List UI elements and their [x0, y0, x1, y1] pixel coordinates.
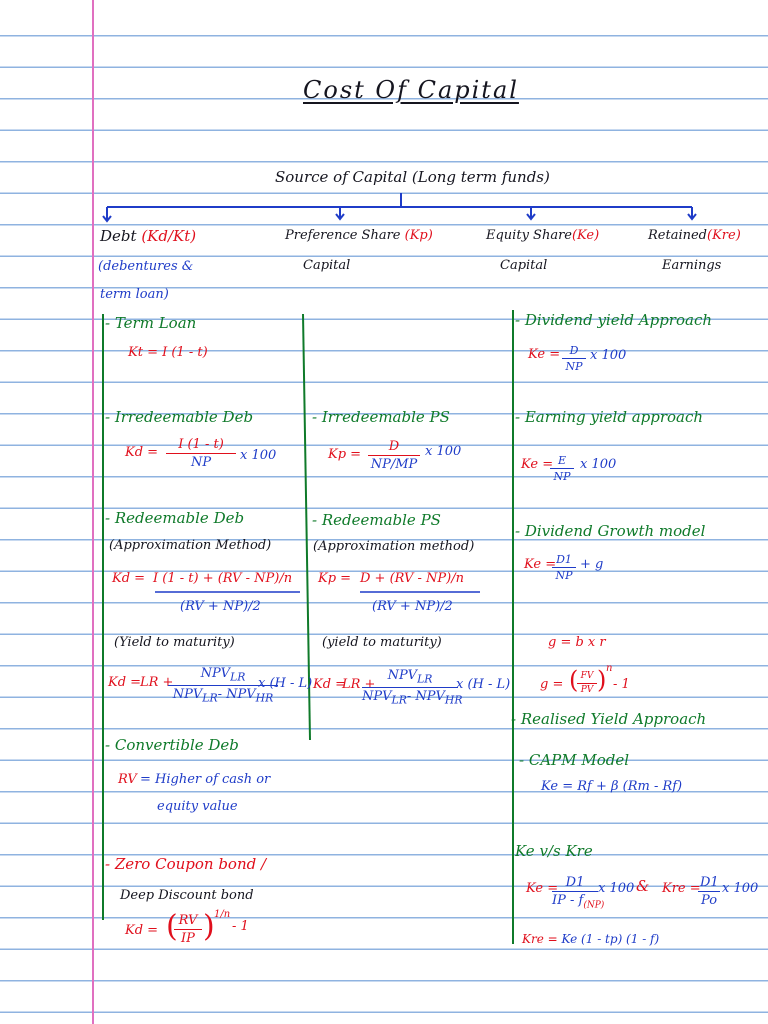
pref-irredeemable-tail: x 100 — [425, 444, 462, 459]
equity-growth-g2-tail: - 1 — [613, 677, 630, 692]
equity-vs-fraction-2 — [698, 876, 720, 907]
debt-ytm-plus: LR + — [140, 675, 174, 690]
pref-redeemable-heading: - Redeemable PS — [312, 511, 441, 529]
equity-growth-numerator: D1 — [552, 554, 576, 568]
retained-sub: Earnings — [662, 258, 722, 273]
retained-label: Retained — [648, 228, 708, 243]
equity-kre-formula: Kre = Ke (1 - tp) (1 - f) — [522, 932, 660, 946]
debt-redeemable-lhs: Kd = — [112, 571, 146, 586]
equity-dividend-yield-fraction — [562, 345, 586, 372]
debt-ytm-numerator: $NPV_{LR}$ — [168, 667, 278, 686]
debt-zero-coupon-paren-close: ) — [203, 909, 215, 944]
pref-irredeemable-heading: - Irredeemable PS — [312, 408, 450, 426]
equity-dividend-yield-heading: - Dividend yield Approach — [515, 311, 712, 329]
debt-zero-coupon-heading-2: Deep Discount bond — [120, 888, 254, 903]
equity-dividend-yield-denominator: NP — [565, 360, 583, 373]
equity-growth-g2-paren-open: ( — [569, 666, 579, 694]
pref-ytm-numerator: $NPV_{LR}$ — [362, 669, 458, 688]
equity-symbol: (Ke) — [571, 228, 600, 243]
pref-sub: Capital — [303, 258, 351, 273]
equity-growth-denominator: NP — [555, 569, 573, 582]
pref-redeemable-lhs: Kp = — [318, 571, 352, 586]
pref-irredeemable-lhs: Kp = — [328, 447, 362, 462]
debt-sub-2: term loan) — [100, 287, 169, 302]
pref-ytm-label: (yield to maturity) — [322, 635, 442, 650]
source-of-capital-label: Source of Capital (Long term funds) — [275, 168, 550, 186]
equity-growth-g2-fraction — [577, 672, 597, 695]
equity-sub: Capital — [500, 258, 548, 273]
equity-capm-heading: - CAPM Model — [519, 751, 630, 769]
pref-redeemable-method: (Approximation method) — [313, 539, 475, 554]
equity-dividend-yield-lhs: Ke = — [528, 347, 561, 362]
debt-zero-coupon-tail: - 1 — [232, 919, 249, 934]
equity-growth-fraction — [552, 554, 576, 581]
equity-vs-tail-2: x 100 — [722, 881, 759, 896]
debt-zero-coupon-paren-open: ( — [166, 909, 178, 944]
pref-irredeemable-fraction — [368, 440, 420, 471]
debt-irredeemable-tail: x 100 — [240, 448, 277, 463]
equity-growth-g2-exponent: n — [606, 663, 613, 674]
equity-vs-numerator-1: D1 — [552, 876, 598, 892]
equity-growth-g1: g = b x r — [548, 635, 606, 650]
debt-sub-1: (debentures & — [98, 259, 194, 274]
pref-irredeemable-numerator: D — [368, 440, 420, 456]
equity-earning-yield-fraction — [550, 455, 574, 482]
equity-vs-lhs-1: Ke = — [526, 881, 559, 896]
equity-label: Equity Share — [486, 228, 572, 243]
pref-ytm-plus: LR + — [342, 677, 376, 692]
debt-redeemable-denominator: (RV + NP)/2 — [180, 599, 261, 614]
equity-vs-tail-1: x 100 — [598, 881, 635, 896]
equity-earning-yield-tail: x 100 — [580, 457, 617, 472]
debt-ytm-tail: x (H - L) — [258, 676, 313, 691]
equity-vs-fraction-1 — [552, 875, 605, 911]
equity-growth-g2-denominator: PV — [580, 685, 594, 695]
equity-earning-yield-heading: - Earning yield approach — [515, 408, 704, 426]
debt-header — [100, 229, 196, 244]
equity-vs-heading: Ke v/s Kre — [515, 842, 593, 860]
debt-irredeemable-denominator: NP — [190, 455, 212, 470]
equity-vs-numerator-2: D1 — [700, 875, 719, 890]
equity-capm-formula: Ke = Rf + β (Rm - Rf) — [541, 779, 683, 794]
pref-ytm-fraction — [362, 668, 463, 708]
debt-ytm-label: (Yield to maturity) — [114, 635, 235, 650]
retained-symbol: (Kre) — [707, 228, 741, 243]
debt-convertible-rhs-1: = Higher of cash or — [140, 772, 271, 787]
pref-ytm-tail: x (H - L) — [456, 677, 511, 692]
equity-vs-ampersand: & — [636, 877, 650, 895]
debt-convertible-rhs-2: equity value — [157, 799, 238, 814]
debt-irredeemable-lhs: Kd = — [125, 445, 159, 460]
equity-vs-denominator-2: Po — [700, 893, 718, 908]
equity-earning-yield-numerator: E — [550, 455, 574, 469]
retained-header — [648, 229, 741, 242]
equity-realised-yield-heading: - Realised Yield Approach — [511, 710, 707, 728]
pref-ytm-denominator: $NPV_{LR}-$ $NPV_{HR}$ — [362, 689, 463, 708]
equity-header — [486, 229, 599, 242]
debt-zero-coupon-heading-1: - Zero Coupon bond / — [105, 855, 267, 873]
equity-growth-lhs: Ke = — [524, 557, 557, 572]
debt-term-loan-formula: Kt = I (1 - t) — [128, 345, 208, 360]
equity-vs-denominator-1: IP - $f_{(NP)}$ — [552, 893, 605, 911]
equity-earning-yield-denominator: NP — [553, 470, 571, 483]
debt-label: Debt — [100, 227, 137, 245]
pref-irredeemable-denominator: NP/MP — [370, 457, 418, 472]
page-title: Cost Of Capital — [303, 76, 519, 104]
equity-growth-g2-paren-close: ) — [597, 666, 607, 694]
equity-growth-tail: + g — [580, 557, 604, 572]
debt-irredeemable-numerator: I (1 - t) — [166, 438, 236, 454]
debt-redeemable-heading: - Redeemable Deb — [105, 509, 245, 527]
equity-growth-g2-lhs: g = — [540, 677, 564, 692]
debt-irredeemable-heading: - Irredeemable Deb — [105, 408, 254, 426]
equity-growth-heading: - Dividend Growth model — [515, 522, 706, 540]
pref-ytm-lhs: Kd = — [313, 677, 347, 692]
debt-zero-coupon-lhs: Kd = — [125, 923, 159, 938]
debt-redeemable-numerator: I (1 - t) + (RV - NP)/n — [153, 571, 293, 586]
debt-redeemable-method: (Approximation Method) — [109, 538, 272, 553]
equity-vs-lhs-2: Kre = — [662, 881, 701, 896]
debt-zero-coupon-denominator: IP — [181, 931, 195, 946]
equity-earning-yield-lhs: Ke = — [521, 457, 554, 472]
debt-convertible-heading: - Convertible Deb — [105, 736, 239, 754]
equity-growth-g2-numerator: FV — [577, 672, 597, 684]
debt-zero-coupon-fraction — [174, 914, 202, 945]
debt-zero-coupon-exponent: 1/n — [214, 909, 231, 920]
debt-irredeemable-fraction — [166, 438, 236, 469]
pref-redeemable-denominator: (RV + NP)/2 — [372, 599, 453, 614]
equity-dividend-yield-numerator: D — [562, 345, 586, 359]
debt-symbol: (Kd/Kt) — [141, 227, 197, 245]
debt-ytm-denominator: $NPV_{LR}-$ $NPV_{HR}$ — [172, 687, 274, 706]
pref-redeemable-numerator: D + (RV - NP)/n — [360, 571, 464, 586]
pref-symbol: (Kp) — [404, 228, 433, 243]
pref-label: Preference Share — [285, 228, 401, 243]
debt-term-loan-heading: - Term Loan — [105, 314, 197, 332]
debt-zero-coupon-numerator: RV — [174, 914, 202, 930]
debt-convertible-lhs: RV — [118, 772, 137, 787]
debt-ytm-lhs: Kd = — [108, 675, 142, 690]
equity-dividend-yield-tail: x 100 — [590, 348, 627, 363]
pref-header — [285, 229, 433, 242]
